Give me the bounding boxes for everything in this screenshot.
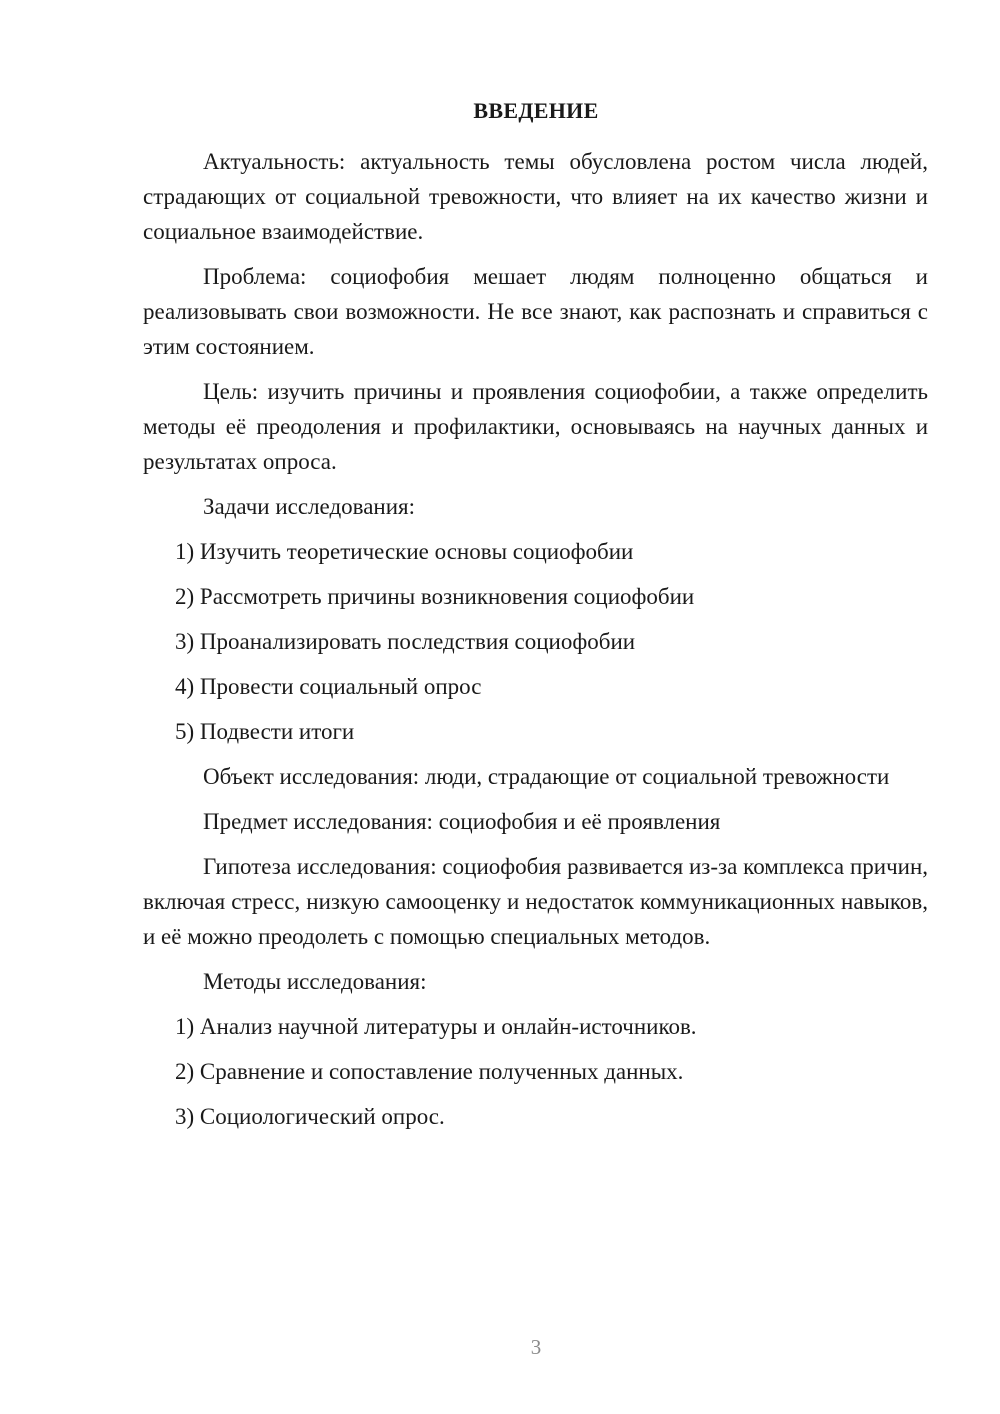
method-item: 3) Социологический опрос. (175, 1104, 445, 1129)
task-item: 4) Провести социальный опрос (175, 674, 482, 699)
method-item: 1) Анализ научной литературы и онлайн-источников. (175, 1014, 697, 1039)
tasks-list (143, 534, 928, 749)
relevance-paragraph: Актуальность: актуальность темы обусловлена ростом числа людей, страдающих от социальной тревожности, что влияет на их качество жизни и социальное взаимодействие. (143, 149, 928, 244)
methods-label: Методы исследования: (203, 969, 427, 994)
subject-paragraph: Предмет исследования: социофобия и её проявления (203, 809, 721, 834)
task-item: 2) Рассмотреть причины возникновения социофобии (175, 584, 695, 609)
problem-paragraph: Проблема: социофобия мешает людям полноценно общаться и реализовывать свои возможности. Не все знают, как распознать и справиться с этим состоянием. (143, 264, 928, 359)
page-number: 3 (530, 1335, 542, 1359)
method-item: 2) Сравнение и сопоставление полученных данных. (175, 1059, 684, 1084)
tasks-label: Задачи исследования: (203, 494, 416, 519)
task-item: 5) Подвести итоги (175, 719, 355, 744)
hypothesis-paragraph: Гипотеза исследования: социофобия развивается из-за комплекса причин, включая стресс, низкую самооценку и недостаток коммуникационных навыков, и её можно преодолеть с помощью специальных методов. (143, 854, 928, 949)
task-item: 1) Изучить теоретические основы социофобии (175, 539, 634, 564)
goal-paragraph: Цель: изучить причины и проявления социофобии, а также определить методы её преодоления и профилактики, основываясь на научных данных и результатах опроса. (143, 379, 928, 474)
methods-list (143, 1009, 928, 1134)
section-title: ВВЕДЕНИЕ (473, 98, 599, 123)
task-item: 3) Проанализировать последствия социофобии (175, 629, 636, 654)
document-body (143, 144, 928, 1144)
object-paragraph: Объект исследования: люди, страдающие от социальной тревожности (203, 764, 890, 789)
